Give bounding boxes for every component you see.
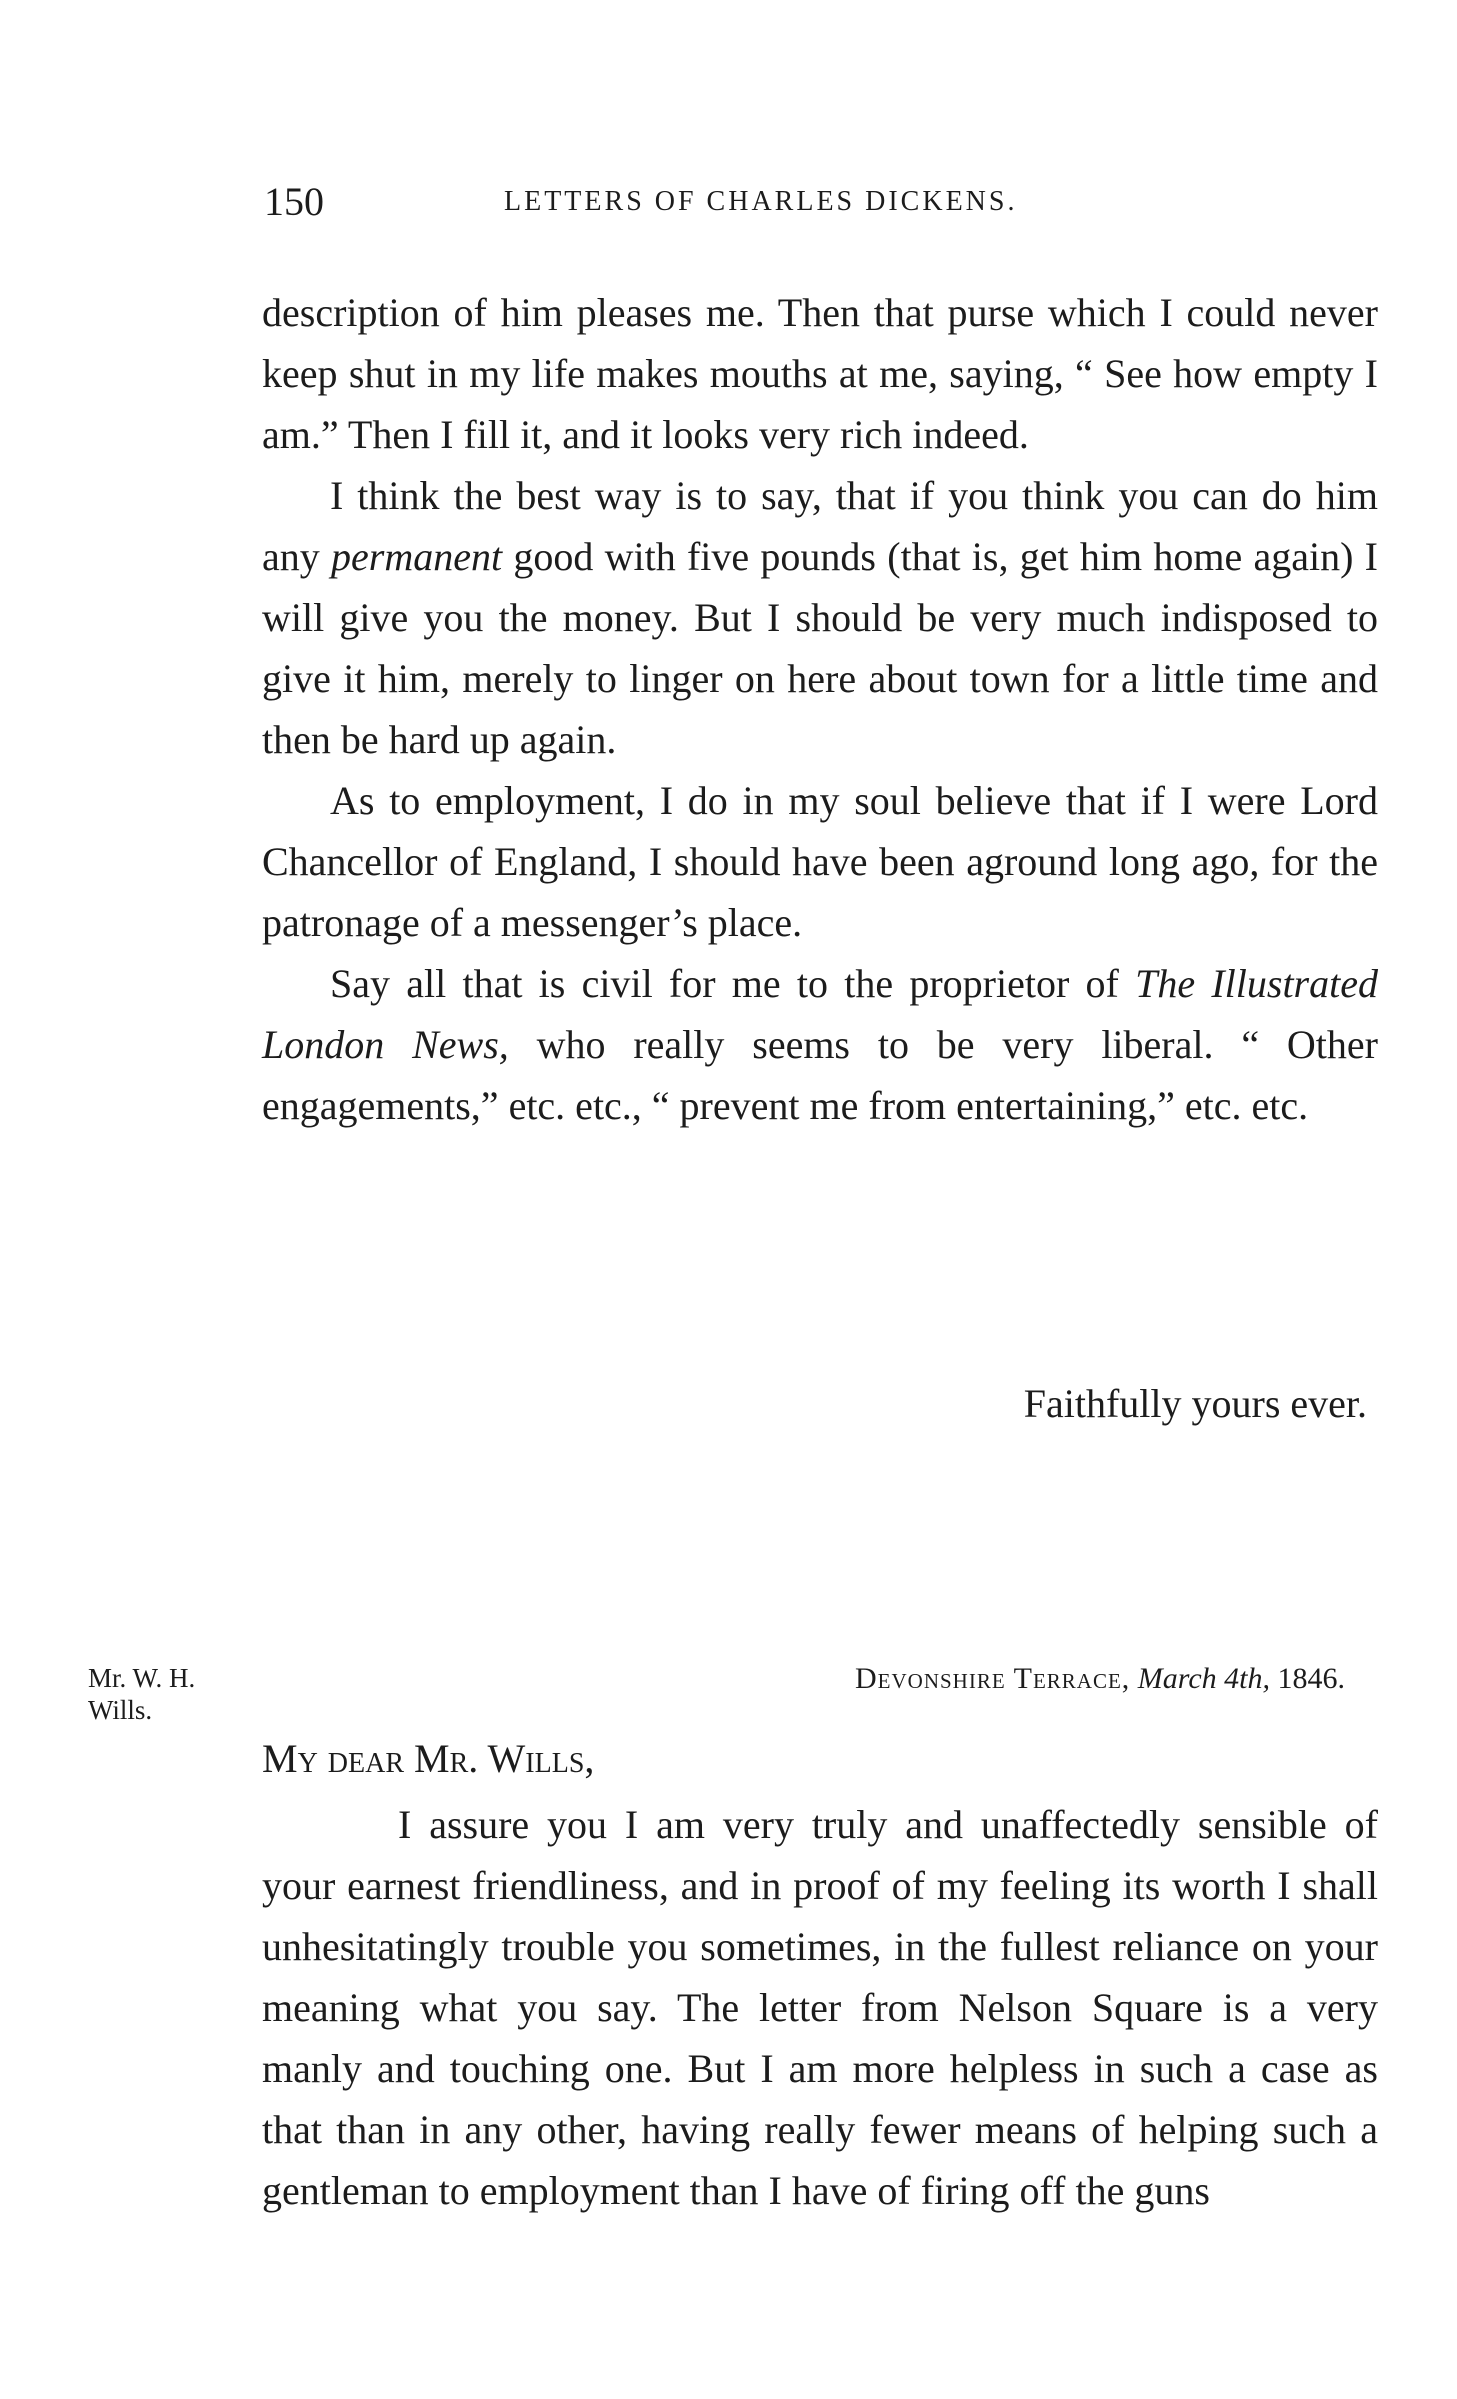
paragraph-2	[262, 465, 1378, 770]
paragraph-1-text: description of him pleases me. Then that purse which I could never keep shut in my life makes mouths at me, saying, “ See how empty I am.” Then I fill it, and it looks very rich indeed.	[262, 290, 1378, 457]
margin-note-line-2: Wills.	[88, 1695, 153, 1725]
paragraph-4	[262, 953, 1378, 1136]
paragraph-4-text-a: Say all that is civil for me to the proprietor of	[330, 961, 1136, 1006]
letter-2-paragraph-text: I assure you I am very truly and unaffectedly sensible of your earnest friendliness, and in proof of my feeling its worth I shall unhesitatingly trouble you sometimes, in the fullest reliance on your meaning what you say. The letter from Nelson Square is a very manly and touching one. But I am more helpless in such a case as that than in any other, having really fewer means of helping such a gentleman to employment than I have of firing off the guns	[262, 1802, 1378, 2213]
page-number: 150	[264, 179, 324, 224]
paragraph-2-emphasis: permanent	[331, 534, 503, 579]
paragraph-2-text-a: I think the best way is to say, that if you think you can do him any	[262, 473, 1378, 579]
paragraph-1	[262, 282, 1378, 465]
paragraph-2-text-b: good with five pounds (that is, get him home again) I will give you the money. But I should be very much indisposed to give it him, merely to linger on here about town for a little time and then be hard up again.	[262, 534, 1378, 762]
dateline-date: March 4th,	[1137, 1662, 1270, 1695]
dateline	[855, 1662, 1345, 1696]
margin-note	[88, 1662, 195, 1726]
paragraph-3	[262, 770, 1378, 953]
page-header	[264, 178, 1384, 228]
salutation: My dear Mr. Wills,	[262, 1736, 595, 1781]
letter-2-body	[262, 1794, 1378, 2221]
dateline-year: 1846.	[1277, 1662, 1345, 1695]
margin-note-line-1: Mr. W. H.	[88, 1663, 196, 1693]
paragraph-3-text: As to employment, I do in my soul believe that if I were Lord Chancellor of England, I should have been aground long ago, for the patronage of a messenger’s place.	[262, 778, 1378, 945]
letter-closing: Faithfully yours ever.	[1023, 1381, 1367, 1426]
dateline-place: Devonshire Terrace,	[855, 1662, 1131, 1695]
letter-1-body	[262, 282, 1378, 1136]
newspaper-title: The Illustrated London News,	[262, 961, 1378, 1067]
letter-2-paragraph	[262, 1794, 1378, 2221]
paragraph-4-text-b: who really seems to be very liberal. “ Other engagements,” etc. etc., “ prevent me from entertaining,” etc. etc.	[262, 1022, 1378, 1128]
running-title: LETTERS OF CHARLES DICKENS.	[504, 186, 1018, 217]
